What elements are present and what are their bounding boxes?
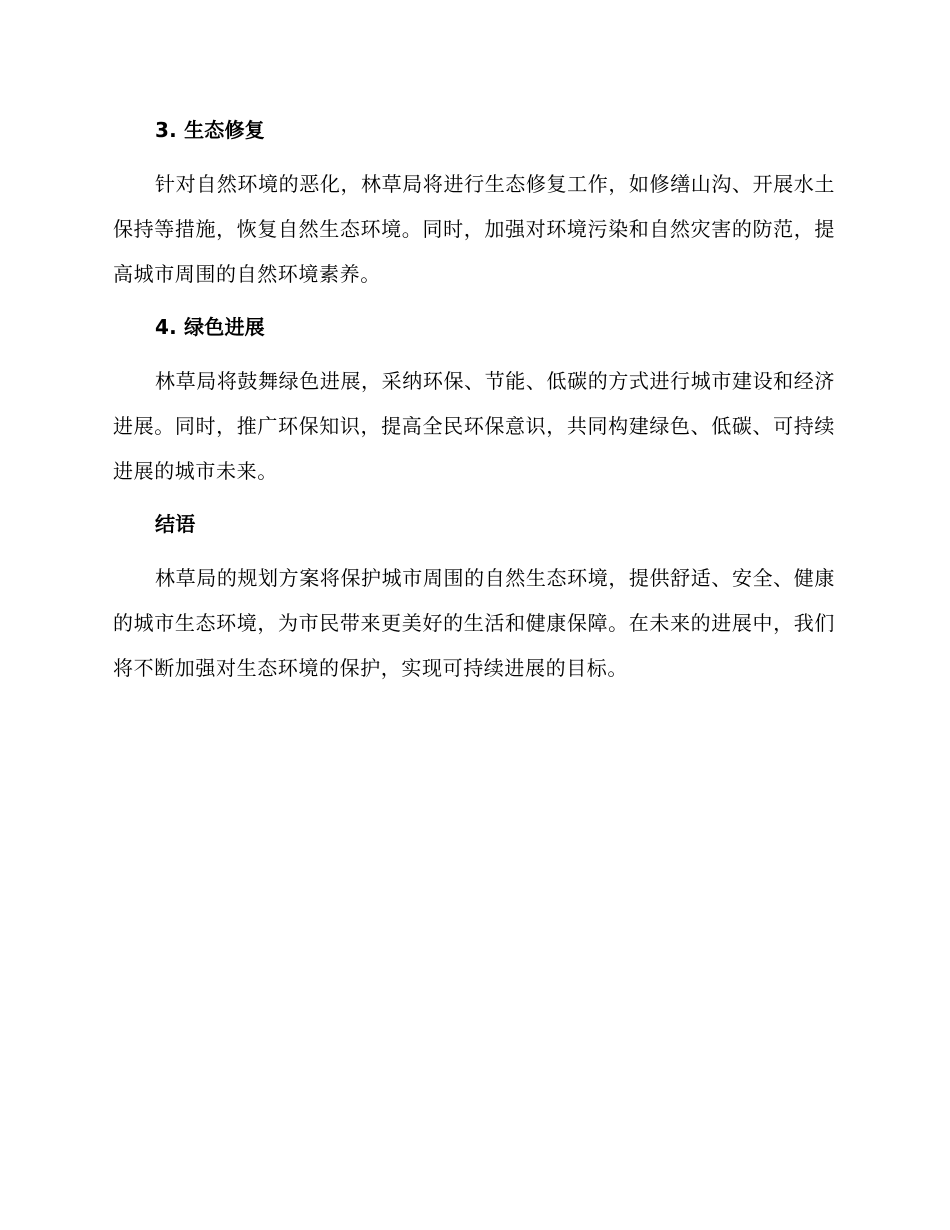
section-heading: 3. 生态修复 — [155, 118, 265, 142]
section-paragraph: 林草局的规划方案将保护城市周围的自然生态环境，提供舒适、安全、健康的城市生态环境，为市民带来更美好的生活和健康保障。在未来的进展中，我们将不断加强对生态环境的保护，实现可持续进展的目标。 — [113, 566, 835, 680]
section-paragraph: 针对自然环境的恶化，林草局将进行生态修复工作，如修缮山沟、开展水土保持等措施，恢复自然生态环境。同时，加强对环境污染和自然灾害的防范，提高城市周围的自然环境素养。 — [113, 172, 835, 286]
section-ecological-restoration — [113, 110, 835, 307]
document-body — [113, 110, 835, 691]
section-green-development — [113, 307, 835, 504]
section-heading: 结语 — [155, 512, 196, 536]
section-paragraph: 林草局将鼓舞绿色进展，采纳环保、节能、低碳的方式进行城市建设和经济进展。同时，推广环保知识，提高全民环保意识，共同构建绿色、低碳、可持续进展的城市未来。 — [113, 369, 835, 483]
section-heading: 4. 绿色进展 — [155, 315, 265, 339]
section-conclusion — [113, 504, 835, 691]
